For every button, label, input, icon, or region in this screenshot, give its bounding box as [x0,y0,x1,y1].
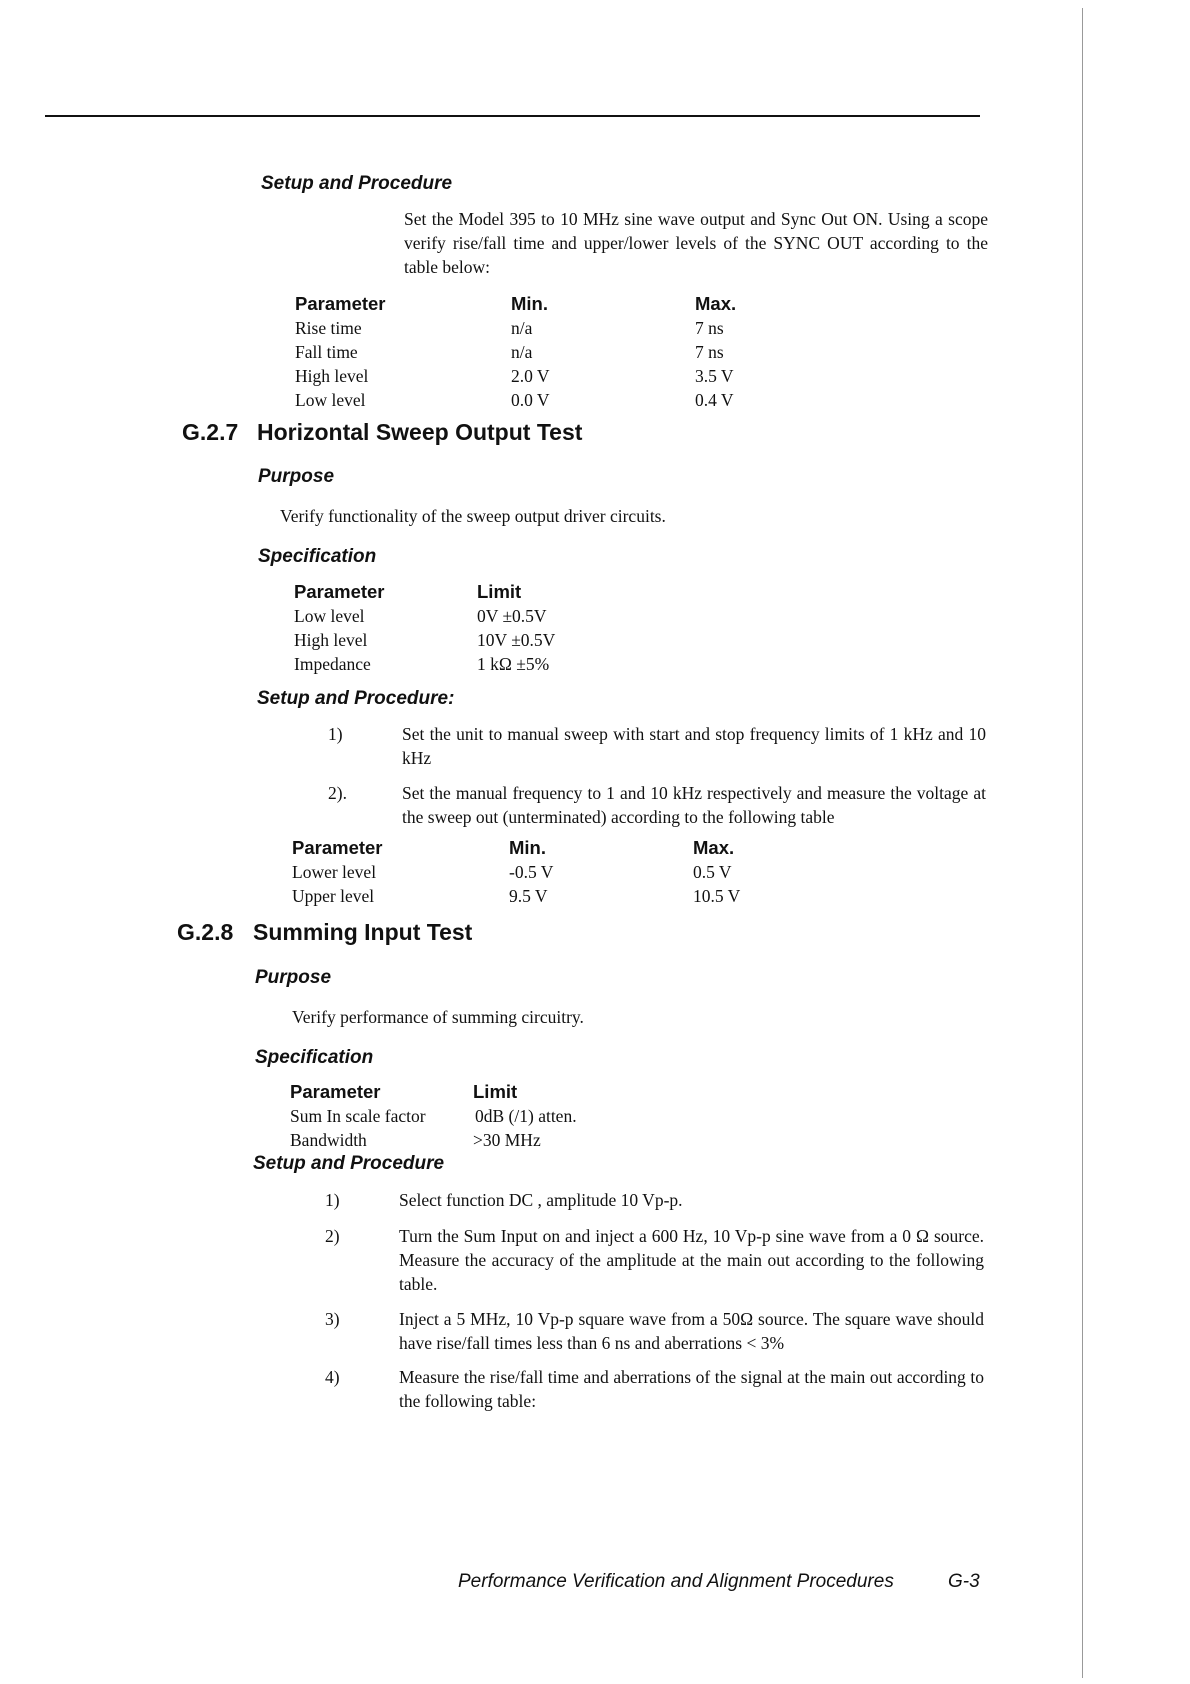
table-header-row [292,836,792,860]
step-number: 2) [325,1226,340,1246]
footer-title: Performance Verification and Alignment Procedures [458,1571,894,1592]
table-row [295,340,795,364]
table-header-cell: Max. [695,293,737,314]
table-header-cell: Parameter [294,581,385,602]
section-number-g27: G.2.7 [182,419,239,445]
g27-spec-heading: Specification [258,546,377,567]
g27-purpose-text: Verify functionality of the sweep output driver circuits. [280,506,666,526]
table-row [294,604,694,628]
g28-purpose-text: Verify performance of summing circuitry. [292,1007,584,1027]
table-header-cell: Limit [473,1081,518,1102]
page-number: G-3 [948,1571,980,1592]
g28-setup-heading: Setup and Procedure [253,1153,445,1174]
step-text: Inject a 5 MHz, 10 Vp-p square wave from a 50Ω source. The square wave should have rise/fall times less than 6 ns and aberrations < 3% [399,1309,984,1353]
step-text: Set the unit to manual sweep with start and stop frequency limits of 1 kHz and 10 kHz [402,724,986,768]
table-cell: 2.0 V [511,366,550,386]
table-header-cell: Parameter [290,1081,381,1102]
section-title-g27: Horizontal Sweep Output Test [257,419,583,445]
table-header-cell: Parameter [292,837,383,858]
step-number: 1) [325,1190,340,1210]
table-cell: -0.5 V [509,862,554,882]
g27-setup-heading: Setup and Procedure: [257,688,455,709]
g27-purpose-heading: Purpose [258,466,335,487]
table-cell: 0dB (/1) atten. [475,1106,577,1126]
table-header-cell: Limit [477,581,522,602]
list-item [325,1188,990,1212]
table-cell: Fall time [295,342,358,362]
list-item [325,1224,990,1296]
list-item [328,781,988,829]
table-cell: 1 kΩ ±5% [477,654,550,674]
table-header-cell: Min. [509,837,546,858]
table-row [294,652,694,676]
table-cell: Low level [294,606,365,626]
step-number: 3) [325,1309,340,1329]
table-cell: Upper level [292,886,375,906]
table-cell: Lower level [292,862,377,882]
table-cell: 0.0 V [511,390,550,410]
g28-purpose-heading: Purpose [255,967,332,988]
table-row [294,628,694,652]
table-cell: 0V ±0.5V [477,606,547,626]
table-cell: 0.4 V [695,390,734,410]
table-cell: 10V ±0.5V [477,630,556,650]
sync-setup-heading: Setup and Procedure [261,173,453,194]
table-cell: Bandwidth [290,1130,367,1150]
table-cell: Low level [295,390,366,410]
table-cell: Sum In scale factor [290,1106,426,1126]
page-edge-line [1082,8,1083,1678]
table-header-cell: Min. [511,293,548,314]
list-item [325,1365,990,1413]
step-text: Turn the Sum Input on and inject a 600 Hz, 10 Vp-p sine wave from a 0 Ω source. Measure the accuracy of the amplitude at the main out according to the following table. [399,1226,984,1294]
table-cell: 10.5 V [693,886,741,906]
table-header-row [290,1080,690,1104]
section-title-g28: Summing Input Test [253,919,473,945]
table-cell: 0.5 V [693,862,732,882]
g27-result-table [292,836,792,908]
table-row [292,860,792,884]
step-text: Measure the rise/fall time and aberrations of the signal at the main out according to the following table: [399,1367,984,1411]
table-cell: 3.5 V [695,366,734,386]
g27-spec-table [294,580,694,676]
table-cell: 7 ns [695,342,724,362]
table-cell: High level [295,366,369,386]
table-cell: Impedance [294,654,371,674]
table-cell: 9.5 V [509,886,548,906]
list-item [325,1307,990,1355]
table-cell: 7 ns [695,318,724,338]
step-number: 2). [328,783,347,803]
table-row [295,316,795,340]
sync-setup-text: Set the Model 395 to 10 MHz sine wave output and Sync Out ON. Using a scope verify rise/fall time and upper/lower levels of the SYNC OUT according to the table below: [404,209,988,277]
list-item [328,722,988,770]
step-text: Set the manual frequency to 1 and 10 kHz respectively and measure the voltage at the sweep out (unterminated) according to the following table [402,783,986,827]
table-header-cell: Max. [693,837,735,858]
table-row [290,1104,690,1128]
top-rule [45,115,980,117]
g28-spec-heading: Specification [255,1047,374,1068]
step-text: Select function DC , amplitude 10 Vp-p. [399,1190,683,1210]
table-cell: >30 MHz [473,1130,541,1150]
table-cell: n/a [511,318,533,338]
table-header-cell: Parameter [295,293,386,314]
table-row [290,1128,690,1152]
table-cell: High level [294,630,368,650]
table-row [295,364,795,388]
table-row [295,388,795,412]
step-number: 1) [328,724,343,744]
table-header-row [294,580,694,604]
table-row [292,884,792,908]
g28-spec-table [290,1080,690,1152]
step-number: 4) [325,1367,340,1387]
table-cell: Rise time [295,318,362,338]
sync-table [295,292,795,412]
section-number-g28: G.2.8 [177,919,234,945]
table-header-row [295,292,795,316]
table-cell: n/a [511,342,533,362]
